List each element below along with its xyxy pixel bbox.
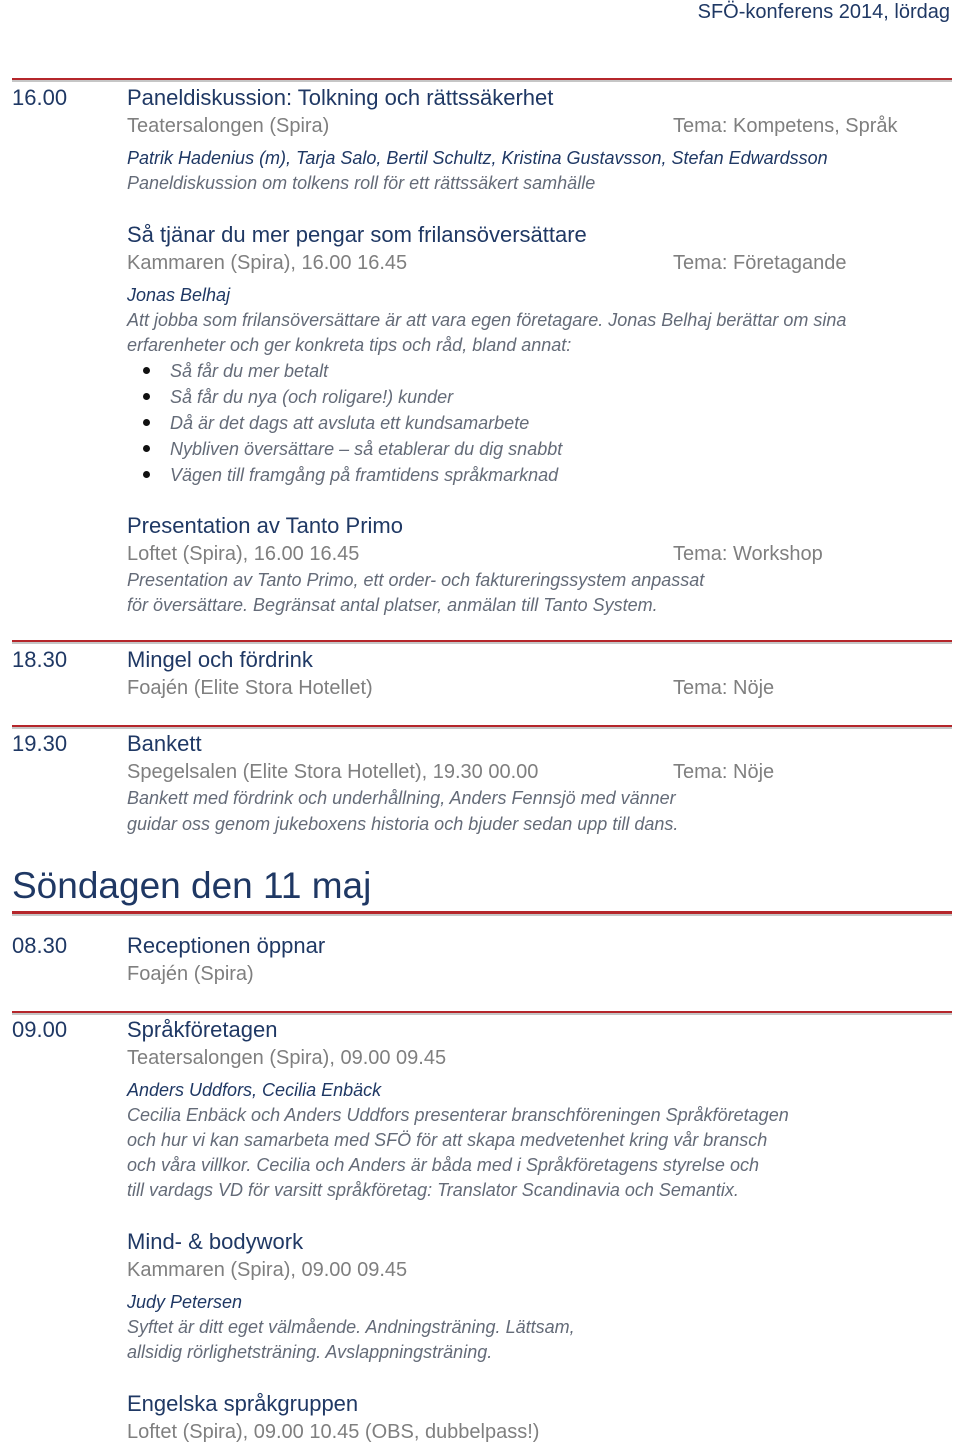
session-title: Paneldiskussion: Tolkning och rättssäkerhet bbox=[127, 85, 554, 110]
session-description-line: Presentation av Tanto Primo, ett order- och faktureringssystem anpassat bbox=[127, 570, 705, 590]
session-description-line: allsidig rörlighetsträning. Avslappningsträning. bbox=[127, 1342, 493, 1362]
session-speakers: Anders Uddfors, Cecilia Enbäck bbox=[127, 1080, 382, 1100]
bullet-item: Så får du nya (och roligare!) kunder bbox=[170, 387, 454, 407]
session-title: Bankett bbox=[127, 731, 202, 756]
section-divider bbox=[12, 725, 952, 727]
session-location: Loftet (Spira), 16.00 16.45 bbox=[127, 543, 360, 565]
bullet-icon bbox=[143, 471, 150, 478]
session-title: Mingel och fördrink bbox=[127, 647, 313, 672]
session-title: Så tjänar du mer pengar som frilansöversättare bbox=[127, 222, 587, 247]
session-description-line: och våra villkor. Cecilia och Anders är båda med i Språkföretagens styrelse och bbox=[127, 1155, 759, 1175]
session-theme: Tema: Workshop bbox=[673, 543, 823, 565]
session-location: Foajén (Spira) bbox=[127, 963, 254, 985]
bullet-icon bbox=[143, 445, 150, 452]
session-speakers: Jonas Belhaj bbox=[127, 285, 231, 305]
session-title: Engelska språkgruppen bbox=[127, 1391, 359, 1416]
session-description-line: Att jobba som frilansöversättare är att vara egen företagare. Jonas Belhaj berättar om sina bbox=[127, 310, 847, 330]
section-divider bbox=[12, 640, 952, 642]
session-theme: Tema: Företagande bbox=[673, 252, 847, 274]
session-description-line: erfarenheter och ger konkreta tips och råd, bland annat: bbox=[127, 335, 572, 355]
session-theme: Tema: Nöje bbox=[673, 677, 775, 699]
session-location: Kammaren (Spira), 16.00 16.45 bbox=[127, 252, 408, 274]
session-location: Teatersalongen (Spira), 09.00 09.45 bbox=[127, 1047, 447, 1069]
session-title: Presentation av Tanto Primo bbox=[127, 513, 403, 538]
session-description-line: till vardags VD för varsitt språkföretag: Translator Scandinavia och Semantix. bbox=[127, 1180, 739, 1200]
bullet-icon bbox=[143, 419, 150, 426]
session-description-line: och hur vi kan samarbeta med SFÖ för att skapa medvetenhet kring vår bransch bbox=[127, 1130, 768, 1150]
session-location: Teatersalongen (Spira) bbox=[127, 115, 330, 137]
session-description-line: Cecilia Enbäck och Anders Uddfors presenterar branschföreningen Språkföretagen bbox=[127, 1105, 789, 1125]
day-heading-divider bbox=[12, 911, 952, 914]
session-theme: Tema: Kompetens, Språk bbox=[673, 115, 898, 137]
session-title: Mind- & bodywork bbox=[127, 1229, 304, 1254]
session-location: Spegelsalen (Elite Stora Hotellet), 19.30 00.00 bbox=[127, 761, 539, 783]
session-theme: Tema: Nöje bbox=[673, 761, 775, 783]
bullet-item: Då är det dags att avsluta ett kundsamarbete bbox=[170, 413, 530, 433]
bullet-item: Så får du mer betalt bbox=[170, 361, 329, 381]
session-description-line: guidar oss genom jukeboxens historia och bjuder sedan upp till dans. bbox=[127, 814, 679, 834]
time-slot: 16.00 bbox=[12, 85, 68, 110]
session-speakers: Patrik Hadenius (m), Tarja Salo, Bertil Schultz, Kristina Gustavsson, Stefan Edwardsson bbox=[127, 148, 828, 168]
section-divider bbox=[12, 78, 952, 80]
session-location: Foajén (Elite Stora Hotellet) bbox=[127, 677, 373, 699]
time-slot: 09.00 bbox=[12, 1017, 68, 1042]
bullet-icon bbox=[143, 393, 150, 400]
session-description-line: Syftet är ditt eget välmående. Andningsträning. Lättsam, bbox=[127, 1317, 575, 1337]
session-location: Loftet (Spira), 09.00 10.45 (OBS, dubbelpass!) bbox=[127, 1421, 540, 1443]
session-description-line: för översättare. Begränsat antal platser, anmälan till Tanto System. bbox=[127, 595, 658, 615]
bullet-item: Nybliven översättare – så etablerar du dig snabbt bbox=[170, 439, 563, 459]
bullet-icon bbox=[143, 367, 150, 374]
session-title: Språkföretagen bbox=[127, 1017, 278, 1042]
session-description-line: Paneldiskussion om tolkens roll för ett rättssäkert samhälle bbox=[127, 173, 596, 193]
section-divider bbox=[12, 1011, 952, 1013]
bullet-item: Vägen till framgång på framtidens språkmarknad bbox=[170, 465, 559, 485]
time-slot: 19.30 bbox=[12, 731, 68, 756]
day-heading: Söndagen den 11 maj bbox=[12, 865, 372, 906]
time-slot: 18.30 bbox=[12, 647, 68, 672]
running-header: SFÖ-konferens 2014, lördag bbox=[697, 1, 950, 23]
session-description-line: Bankett med fördrink och underhållning, Anders Fennsjö med vänner bbox=[127, 788, 676, 808]
session-speakers: Judy Petersen bbox=[127, 1292, 243, 1312]
time-slot: 08.30 bbox=[12, 933, 68, 958]
session-location: Kammaren (Spira), 09.00 09.45 bbox=[127, 1259, 408, 1281]
session-title: Receptionen öppnar bbox=[127, 933, 326, 958]
